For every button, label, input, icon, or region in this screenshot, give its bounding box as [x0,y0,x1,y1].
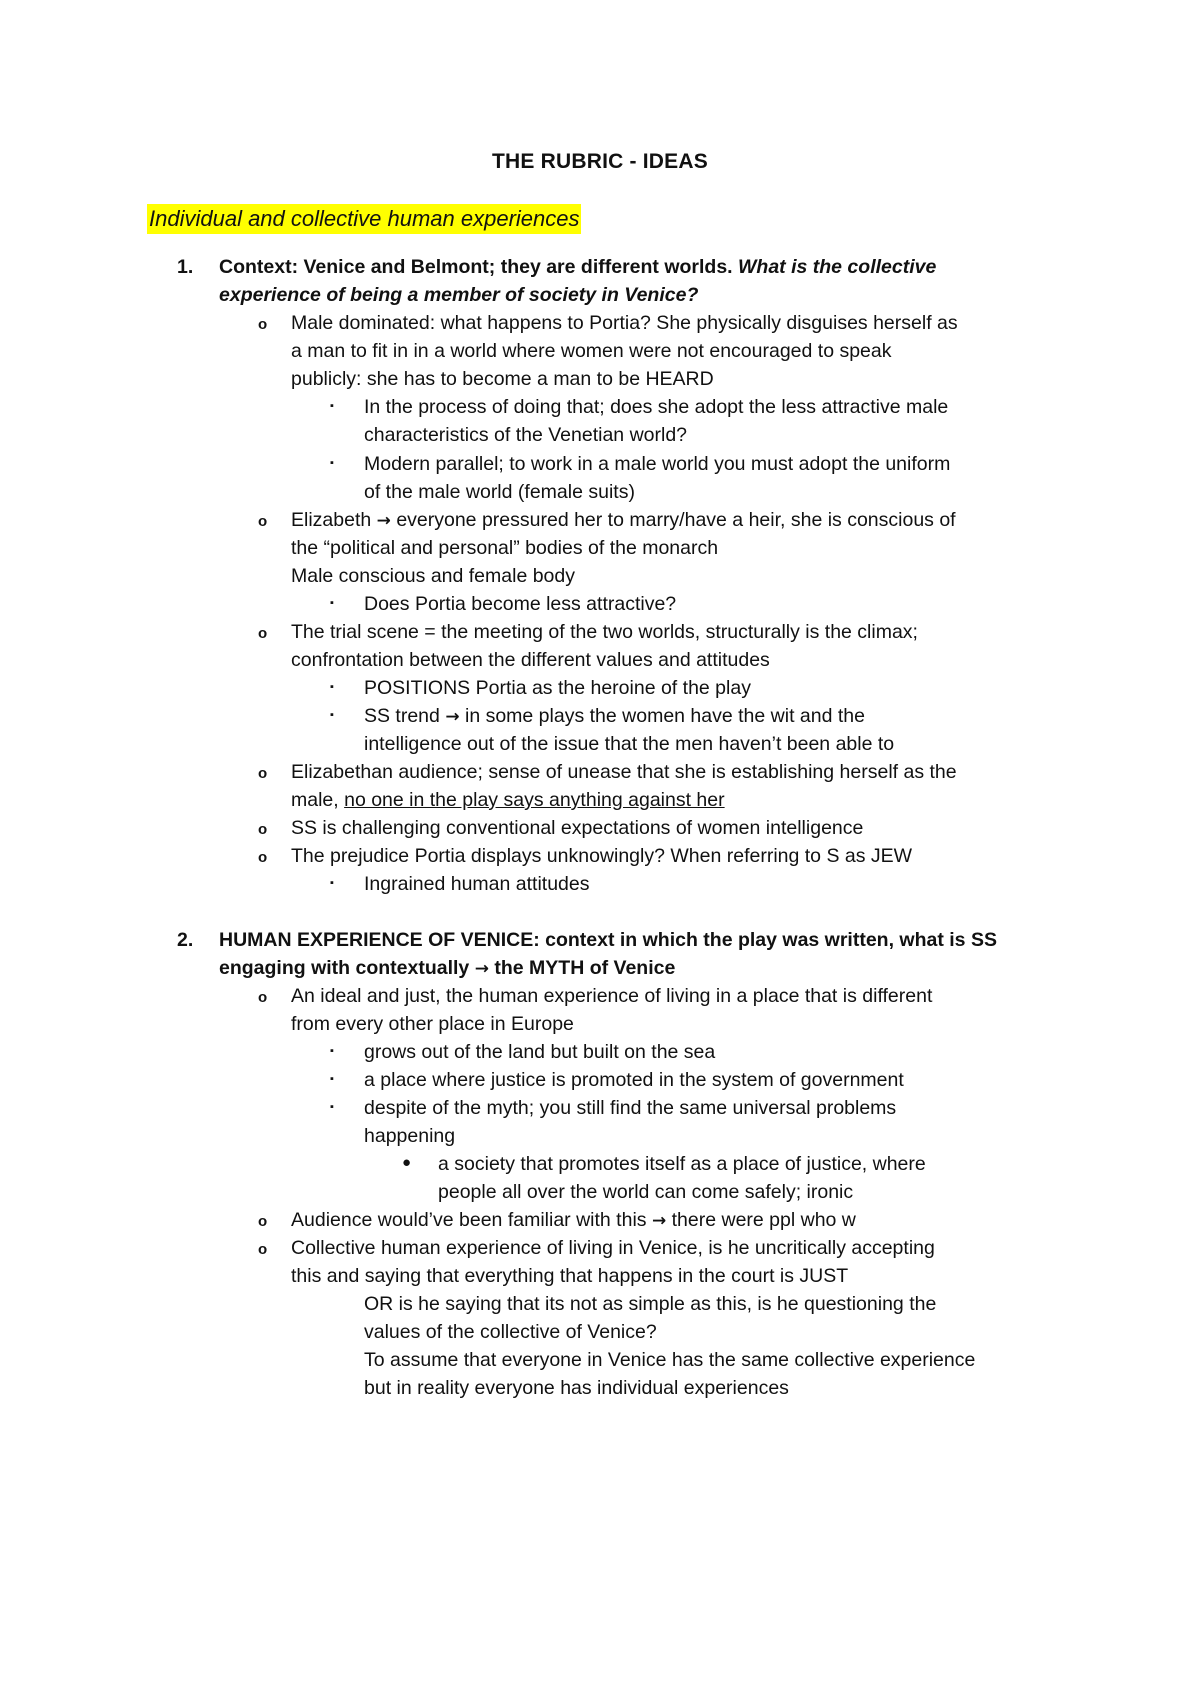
list-item-cont: intelligence out of the issue that the men haven’t been able to [364,733,895,755]
list-item: In the process of doing that; does she adopt the less attractive male [364,396,949,418]
list-item-cont: happening [364,1125,456,1147]
list-item: despite of the myth; you still find the same universal problems [364,1097,897,1119]
item-text: Elizabeth [291,509,372,531]
list-item: POSITIONS Portia as the heroine of the play [364,677,751,699]
section-heading-highlighted: Individual and collective human experiences [147,204,581,234]
dot-bullet-icon: ● [402,1154,412,1171]
item-text: engaging with contextually [219,957,470,979]
list-item [364,702,865,731]
circle-bullet-icon: o [258,849,268,866]
right-arrow-icon: → [651,1211,667,1231]
circle-bullet-icon: o [258,1241,268,1258]
list-item-cont [291,786,725,814]
list-item [291,506,956,535]
list-item: Collective human experience of living in Venice, is he uncritically accepting [291,1237,935,1259]
list-item-cont: but in reality everyone has individual experiences [364,1377,789,1399]
list-item-cont: characteristics of the Venetian world? [364,424,688,446]
circle-bullet-icon: o [258,625,268,642]
list-item: a society that promotes itself as a place of justice, where [438,1153,926,1175]
list-item-cont: a man to fit in in a world where women were not encouraged to speak [291,340,892,362]
square-bullet-icon: ▪ [330,1101,334,1113]
list-item [291,1206,856,1235]
list-item-cont: people all over the world can come safely; ironic [438,1181,854,1203]
list-item: a place where justice is promoted in the system of government [364,1069,904,1091]
list-number: 2. [177,929,194,951]
square-bullet-icon: ▪ [330,400,334,412]
square-bullet-icon: ▪ [330,681,334,693]
item-text: male, [291,789,339,811]
square-bullet-icon: ▪ [330,877,334,889]
list-item-cont: values of the collective of Venice? [364,1321,657,1343]
list-number: 1. [177,256,194,278]
circle-bullet-icon: o [258,765,268,782]
right-arrow-icon: → [474,959,489,979]
square-bullet-icon: ▪ [330,1045,334,1057]
square-bullet-icon: ▪ [330,597,334,609]
list-item-lead-cont: experience of being a member of society in Venice? [219,284,699,306]
lead-bold-text: Context: Venice and Belmont; they are different worlds. [219,256,733,278]
list-item-lead-cont [219,954,675,983]
circle-bullet-icon: o [258,821,268,838]
square-bullet-icon: ▪ [330,457,334,469]
page-title: THE RUBRIC - IDEAS [492,150,708,173]
list-item: SS is challenging conventional expectations of women intelligence [291,817,864,839]
list-item-cont: this and saying that everything that happens in the court is JUST [291,1265,849,1287]
list-item-cont: from every other place in Europe [291,1013,574,1035]
list-item-cont: publicly: she has to become a man to be HEARD [291,368,714,390]
list-item: An ideal and just, the human experience of living in a place that is different [291,985,933,1007]
item-text: Audience would’ve been familiar with this [291,1209,647,1231]
list-item: Elizabethan audience; sense of unease that she is establishing herself as the [291,761,957,783]
list-item: Ingrained human attitudes [364,873,590,895]
list-item-lead: HUMAN EXPERIENCE OF VENICE: context in which the play was written, what is SS [219,929,997,951]
list-item: The trial scene = the meeting of the two worlds, structurally is the climax; [291,621,918,643]
item-text: in some plays the women have the wit and the [464,705,865,727]
circle-bullet-icon: o [258,316,268,333]
list-item: Does Portia become less attractive? [364,593,677,615]
right-arrow-icon: → [445,707,460,727]
list-item-cont: To assume that everyone in Venice has the same collective experience [364,1349,976,1371]
list-item: grows out of the land but built on the sea [364,1041,716,1063]
list-item-cont: the “political and personal” bodies of the monarch [291,537,719,559]
circle-bullet-icon: o [258,989,268,1006]
item-text: there were ppl who w [671,1209,856,1231]
list-item-cont: Male conscious and female body [291,565,575,587]
item-text: SS trend [364,705,440,727]
list-item-cont: confrontation between the different values and attitudes [291,649,770,671]
list-item-cont: of the male world (female suits) [364,481,635,503]
underlined-text: no one in the play says anything against her [344,789,725,811]
item-text: everyone pressured her to marry/have a heir, she is conscious of [396,509,956,531]
item-text: the MYTH of Venice [494,957,676,979]
square-bullet-icon: ▪ [330,1073,334,1085]
lead-italic-text: What is the collective [738,256,937,278]
list-item: Modern parallel; to work in a male world you must adopt the uniform [364,453,951,475]
list-item: The prejudice Portia displays unknowingly? When referring to S as JEW [291,845,913,867]
circle-bullet-icon: o [258,513,268,530]
right-arrow-icon: → [376,511,391,531]
square-bullet-icon: ▪ [330,709,334,721]
circle-bullet-icon: o [258,1213,268,1230]
list-item-lead [219,253,936,281]
list-item-cont: OR is he saying that its not as simple as this, is he questioning the [364,1293,937,1315]
list-item: Male dominated: what happens to Portia? She physically disguises herself as [291,312,958,334]
